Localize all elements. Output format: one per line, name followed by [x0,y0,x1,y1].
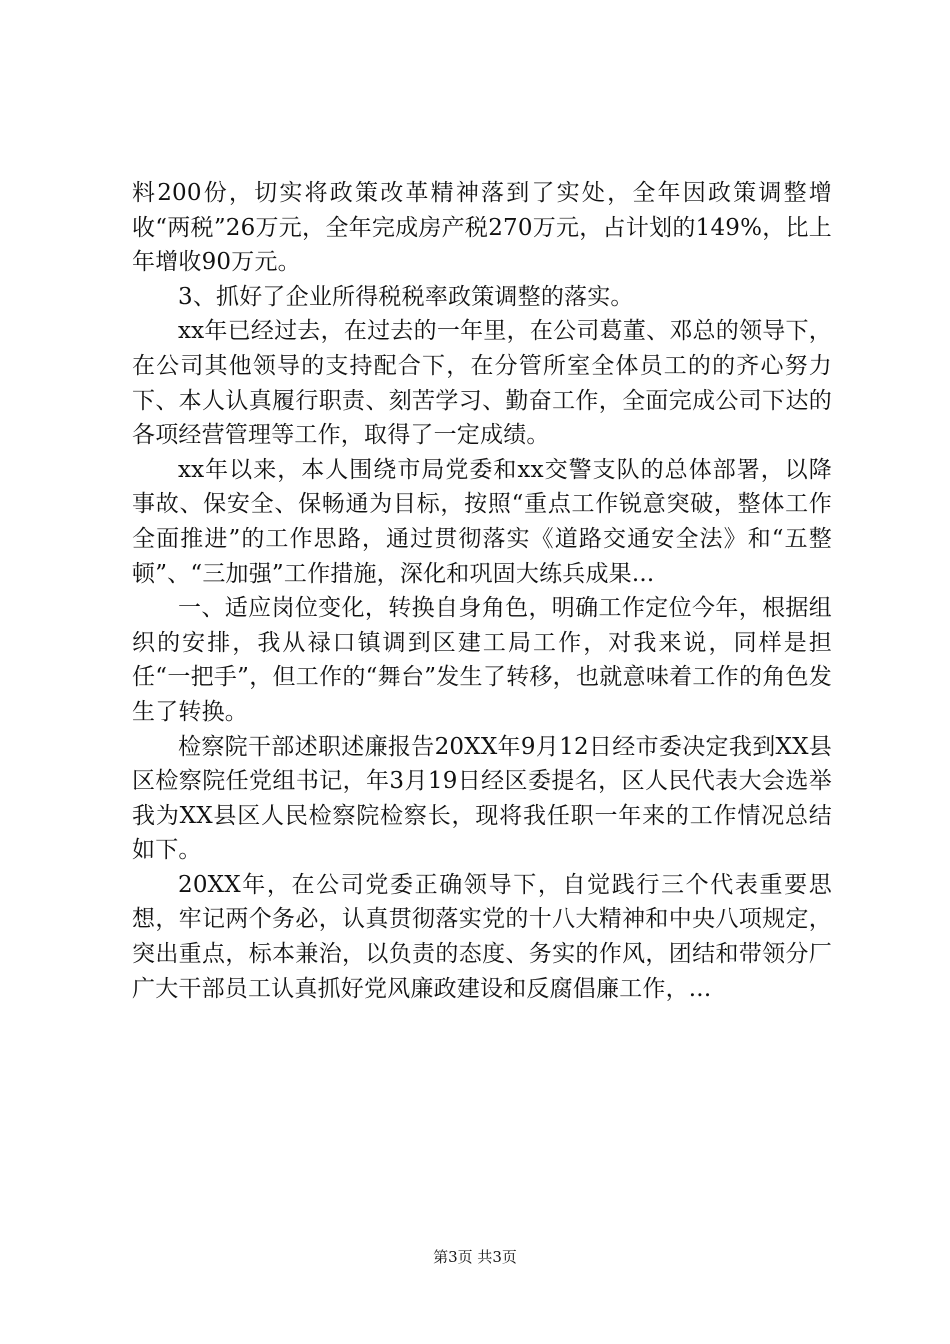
document-body [132,176,832,1006]
paragraph-7: 20XX年，在公司党委正确领导下，自觉践行三个代表重要思想，牢记两个务必，认真贯彻落实党的十八大精神和中央八项规定，突出重点，标本兼治，以负责的态度、务实的作风，团结和带领分厂广大干部员工认真抓好党风廉政建设和反腐倡廉工作，... [132,871,832,1002]
paragraph-5: 一、适应岗位变化，转换自身角色，明确工作定位今年，根据组织的安排，我从禄口镇调到区建工局工作，对我来说，同样是担任“一把手”，但工作的“舞台”发生了转移，也就意味着工作的角色发生了转换。 [132,595,832,725]
paragraph-1: 料200份，切实将政策改革精神落到了实处，全年因政策调整增收“两税”26万元，全年完成房产税270万元，占计划的149%，比上年增收90万元。 [132,180,832,276]
page-number-footer: 第3页 共3页 [433,1248,517,1266]
paragraph-6: 检察院干部述职述廉报告20XX年9月12日经市委决定我到XX县区检察院任党组书记，年3月19日经区委提名，区人民代表大会选举我为XX县区人民检察院检察长，现将我任职一年来的工作情况总结如下。 [132,733,832,864]
paragraph-2: 3、抓好了企业所得税税率政策调整的落实。 [178,283,634,310]
paragraph-4: xx年以来，本人围绕市局党委和xx交警支队的总体部署，以降事故、保安全、保畅通为目标，按照“重点工作锐意突破，整体工作全面推进”的工作思路，通过贯彻落实《道路交通安全法》和“五整顿”、“三加强”工作措施，深化和巩固大练兵成果... [132,456,832,587]
paragraph-3: xx年已经过去，在过去的一年里，在公司葛董、邓总的领导下，在公司其他领导的支持配合下，在分管所室全体员工的的齐心努力下、本人认真履行职责、刻苦学习、勤奋工作，全面完成公司下达的各项经营管理等工作，取得了一定成绩。 [132,318,832,449]
